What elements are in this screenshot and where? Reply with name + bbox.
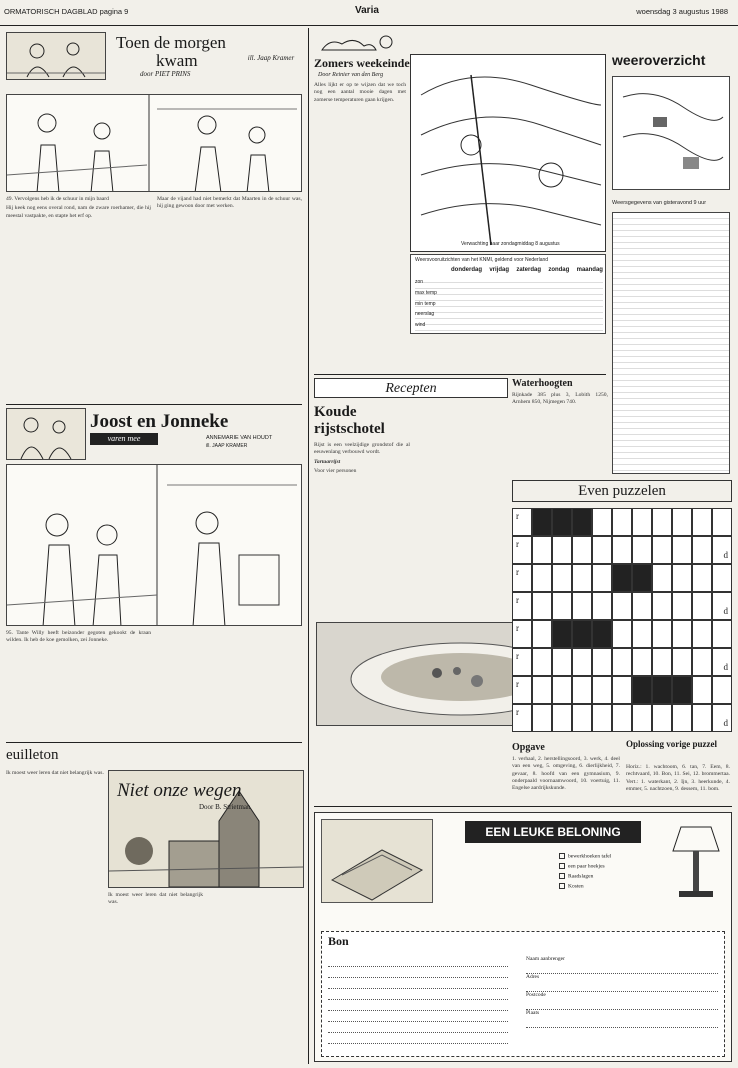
- puzzle-cell[interactable]: [692, 704, 712, 732]
- puzzle-cell[interactable]: [532, 704, 552, 732]
- puzzle-cell[interactable]: [612, 676, 632, 704]
- puzzle-start-letter: r: [516, 567, 519, 577]
- weather-europe-map: [612, 76, 730, 190]
- puzzle-cell[interactable]: [692, 592, 712, 620]
- puzzle-cell[interactable]: [632, 648, 652, 676]
- puzzle-cell[interactable]: [532, 592, 552, 620]
- puzzle-cell[interactable]: [672, 620, 692, 648]
- option-label: Raadslagen: [568, 873, 594, 880]
- forecast-row: wind: [415, 322, 426, 329]
- morgen-closing: Maar de vijand had niet bemerkt dat Maarten in de schuur was, hij ging gewoon door met werken.: [157, 196, 302, 210]
- bon-field-label: Plaats: [526, 1009, 540, 1016]
- joost-cartoon-strip: [6, 464, 302, 626]
- weekend-author: Door Reinier van den Berg: [318, 72, 384, 78]
- puzzle-cell[interactable]: [572, 704, 592, 732]
- puzzle-cell[interactable]: [532, 620, 552, 648]
- bon-left-fields: [328, 956, 508, 1044]
- oplossing-title: Oplossing vorige puzzel: [626, 739, 718, 749]
- puzzle-cell[interactable]: [612, 564, 632, 592]
- puzzle-cell[interactable]: [632, 704, 652, 732]
- morgen-continued: Hij keek nog eens overal rond, nam de zware roerhamer, die hij meestal vastpakte, en stapte het erf op.: [6, 205, 151, 219]
- puzzle-end-letter: d: [723, 661, 728, 672]
- puzzle-cell[interactable]: [552, 676, 572, 704]
- puzzle-cell[interactable]: [512, 536, 532, 564]
- puzzle-cell[interactable]: [572, 676, 592, 704]
- puzzle-cell[interactable]: [512, 676, 532, 704]
- joost-title: Joost en Jonneke: [90, 411, 229, 432]
- bon-title: Bon: [328, 934, 349, 948]
- feuilleton-left-column: [6, 770, 104, 1062]
- puzzle-start-letter: r: [516, 623, 519, 633]
- bon-field-label: Adres: [526, 973, 540, 980]
- puzzle-cell[interactable]: [512, 620, 532, 648]
- joost-episode: 95. Tante Willy heeft beizonder gegoten gekookt de kraan wilden. Ik heb de koe gemolken, zei Jonneke.: [6, 630, 151, 644]
- puzzle-cell[interactable]: [512, 648, 532, 676]
- puzzle-cell[interactable]: [592, 704, 612, 732]
- puzzle-cell[interactable]: [592, 676, 612, 704]
- forecast-row: neerslag: [415, 311, 435, 318]
- puzzle-cell[interactable]: [692, 620, 712, 648]
- puzzle-start-letter: r: [516, 707, 519, 717]
- beloning-title-bar: [465, 821, 641, 843]
- puzzle-cell[interactable]: [572, 508, 592, 536]
- puzzle-cell[interactable]: [672, 648, 692, 676]
- morgen-author: door PIET PRINS: [140, 70, 191, 78]
- option-checkbox[interactable]: [559, 863, 565, 869]
- puzzle-end-letter: d: [723, 717, 728, 728]
- puzzle-cell[interactable]: [632, 620, 652, 648]
- weekend-lead: Alles lijkt er op te wijzen dat we toch nog een aantal mooie dagen met zomerse temperaturen gaan krijgen.: [314, 82, 406, 103]
- weather-bottom-rule: [314, 374, 606, 375]
- beloning-illustration: [321, 819, 433, 903]
- bon-line[interactable]: [328, 978, 508, 989]
- forecast-day: zondag: [548, 267, 570, 273]
- recipe-lead: Rijst is een veelzijdige grondstof die al eeuwenlang verbouwd wordt.: [314, 442, 410, 456]
- puzzle-cell[interactable]: [672, 508, 692, 536]
- puzzle-cell[interactable]: [592, 620, 612, 648]
- recipes-banner: [314, 378, 508, 398]
- puzzle-cell[interactable]: [712, 648, 732, 676]
- puzzle-cell[interactable]: [692, 508, 712, 536]
- forecast-row: zon: [415, 279, 424, 285]
- recipes-title: Recepten: [385, 381, 437, 396]
- puzzle-cell[interactable]: [632, 564, 652, 592]
- feuilleton-label: euilleton: [6, 747, 59, 763]
- joost-title-block: [6, 408, 302, 460]
- forecast-day: vrijdag: [489, 267, 509, 273]
- puzzle-title: Even puzzelen: [578, 483, 666, 499]
- puzzle-cell[interactable]: [552, 508, 572, 536]
- puzzle-cell[interactable]: [552, 620, 572, 648]
- option-checkbox[interactable]: [559, 883, 565, 889]
- puzzle-cell[interactable]: [652, 676, 672, 704]
- puzzle-cell[interactable]: [532, 648, 552, 676]
- puzzle-cell[interactable]: [692, 648, 712, 676]
- puzzle-cell[interactable]: [692, 676, 712, 704]
- forecast-row-labels: [415, 277, 437, 331]
- puzzle-cell[interactable]: [632, 508, 652, 536]
- forecast-row: max temp: [415, 289, 437, 296]
- puzzle-cell[interactable]: [592, 592, 612, 620]
- puzzle-cell[interactable]: [632, 592, 652, 620]
- option-label: bewerkhoeken tafel: [568, 853, 612, 860]
- puzzle-cell[interactable]: [672, 592, 692, 620]
- joost-author: ANNEMARIE VAN HOUDT: [206, 435, 273, 441]
- forecast-grid: [415, 277, 603, 331]
- weekend-title: Zomers weekeinde: [314, 56, 410, 70]
- puzzle-cell[interactable]: [532, 536, 552, 564]
- puzzle-cell[interactable]: [712, 564, 732, 592]
- puzzle-cell[interactable]: [652, 648, 672, 676]
- morgen-title-line1: Toen de morgen: [116, 33, 226, 52]
- puzzle-grid: [512, 508, 732, 736]
- puzzle-end-letter: d: [723, 605, 728, 616]
- puzzle-bottom-rule: [314, 806, 732, 807]
- opgave-text: 1. verhaal, 2. herstellingsoord, 3. werk, 4. deel van een weg, 5. omgeving, 6. dierlijkheid, 7. gevaar, 8. hoofd van een gymnasium, 9. onderpaald voornaamwoord, 10. voertuig, 11. Engelse aardrijkskunde.: [512, 756, 620, 792]
- beloning-lamp: [665, 821, 727, 901]
- puzzle-cell[interactable]: [512, 592, 532, 620]
- name-field[interactable]: [526, 963, 718, 974]
- oplossing-text: Horiz.: 1. wachtoom, 6. tan, 7. Eem, 8. rechtvaard, 10. Bon, 11. Sei, 12. brommertaa. Vert.: 1. waterkant, 2. Ijn, 3. heerkunde, 4. emmer, 5. nachtzoen, 9. dessem, 11. bom.: [626, 764, 730, 792]
- puzzle-cell[interactable]: [572, 536, 592, 564]
- weather-title: weeroverzicht: [612, 52, 706, 68]
- weather-map-caption: Verwachting naar zondagmiddag 8 augustus: [461, 241, 560, 247]
- recipe-dish: Koude rijstschotel: [314, 404, 385, 437]
- feuilleton-body-columns: [108, 892, 304, 1062]
- puzzle-cell[interactable]: [712, 704, 732, 732]
- puzzle-end-letter: d: [723, 549, 728, 560]
- puzzle-cell[interactable]: [652, 704, 672, 732]
- puzzle-cell[interactable]: [512, 508, 532, 536]
- bon-line[interactable]: [328, 1011, 508, 1022]
- puzzle-banner: [512, 480, 732, 502]
- puzzle-cell[interactable]: [712, 620, 732, 648]
- puzzle-cell[interactable]: [672, 676, 692, 704]
- puzzle-cell[interactable]: [572, 592, 592, 620]
- opgave-title: Opgave: [512, 742, 545, 753]
- joost-illustrator: ill. JAAP KRAMER: [206, 443, 248, 449]
- puzzle-cell[interactable]: [552, 592, 572, 620]
- forecast-row: min temp: [415, 300, 436, 307]
- bon-line[interactable]: [328, 1000, 508, 1011]
- column-divider: [308, 28, 309, 1064]
- feuilleton-body: Ik moest weer leren dat niet belangrijk was.: [6, 770, 104, 776]
- feuilleton-title-illustration: [108, 770, 304, 888]
- puzzle-start-letter: r: [516, 679, 519, 689]
- puzzle-cell[interactable]: [692, 564, 712, 592]
- postcode-field[interactable]: [526, 999, 718, 1010]
- puzzle-cell[interactable]: [632, 676, 652, 704]
- puzzle-cell[interactable]: [612, 536, 632, 564]
- morgen-title-line2: kwam: [156, 51, 198, 70]
- option-label: een paar hoekjes: [568, 863, 605, 870]
- puzzle-cell[interactable]: [592, 648, 612, 676]
- puzzle-cell[interactable]: [532, 564, 552, 592]
- weather-map: [410, 54, 606, 252]
- water-body: Rijnkade 385 plus 3, Lobith 1250, Arnhem 850, Nijmegen 740.: [512, 392, 608, 406]
- weekend-text: [314, 82, 406, 372]
- option-label: Kosten: [568, 883, 584, 890]
- joost-bottom-rule: [6, 742, 302, 743]
- morgen-title-block: [6, 32, 302, 80]
- header-section: Varia: [355, 5, 379, 16]
- bon-line[interactable]: [328, 1033, 508, 1044]
- puzzle-cell[interactable]: [592, 536, 612, 564]
- puzzle-cell[interactable]: [572, 620, 592, 648]
- weekend-text-continued: [410, 340, 606, 370]
- puzzle-cell[interactable]: [532, 508, 552, 536]
- puzzle-cell[interactable]: [652, 592, 672, 620]
- puzzle-cell[interactable]: [672, 536, 692, 564]
- puzzle-cell[interactable]: [692, 536, 712, 564]
- bon-line[interactable]: [328, 989, 508, 1000]
- puzzle-cell[interactable]: [592, 564, 612, 592]
- recipe-tartare-title: Tartaarrijst: [314, 458, 341, 465]
- morgen-illustrator: ill. Jaap Kramer: [247, 54, 295, 62]
- puzzle-cell[interactable]: [592, 508, 612, 536]
- puzzle-start-letter: r: [516, 595, 519, 605]
- puzzle-cell[interactable]: [712, 508, 732, 536]
- puzzle-cell[interactable]: [512, 564, 532, 592]
- water-text: [512, 392, 608, 472]
- morgen-story-text: [6, 196, 302, 400]
- puzzle-cell[interactable]: [672, 704, 692, 732]
- puzzle-cell[interactable]: [552, 648, 572, 676]
- puzzle-cell[interactable]: [512, 704, 532, 732]
- feuilleton-author: Door B. Strietman: [199, 803, 251, 811]
- forecast-table: [410, 254, 606, 334]
- recipe-text-left: [314, 442, 410, 638]
- puzzle-start-letter: r: [516, 539, 519, 549]
- puzzle-cell[interactable]: [612, 648, 632, 676]
- forecast-days: [451, 267, 603, 275]
- bon-line[interactable]: [328, 967, 508, 978]
- puzzle-cell[interactable]: [612, 508, 632, 536]
- puzzle-cell[interactable]: [652, 620, 672, 648]
- header-date: woensdag 3 augustus 1988: [636, 7, 728, 16]
- morgen-title-illustration: [6, 32, 106, 80]
- puzzle-cell[interactable]: [552, 536, 572, 564]
- bon-line[interactable]: [328, 956, 508, 967]
- puzzle-cell[interactable]: [552, 704, 572, 732]
- puzzle-cell[interactable]: [652, 536, 672, 564]
- feuilleton-body-repeat: Ik moest weer leren dat niet belangrijk was.: [108, 892, 203, 906]
- beloning-advert: [314, 812, 732, 1062]
- page-header: [0, 4, 738, 26]
- puzzle-cell[interactable]: [672, 564, 692, 592]
- forecast-day: donderdag: [451, 267, 482, 273]
- option-checkbox[interactable]: [559, 853, 565, 859]
- option-checkbox[interactable]: [559, 873, 565, 879]
- city-field[interactable]: [526, 1017, 718, 1028]
- bon-right-fields: [526, 956, 718, 1028]
- header-paper-name: ORMATORISCH DAGBLAD pagina 9: [4, 7, 129, 16]
- bon-coupon: [321, 931, 725, 1057]
- beloning-title: EEN LEUKE BELONING: [485, 825, 621, 839]
- forecast-day: maandag: [576, 267, 603, 273]
- joost-subtitle: varen mee: [90, 433, 158, 445]
- puzzle-cell[interactable]: [652, 564, 672, 592]
- puzzle-cell[interactable]: [572, 564, 592, 592]
- bon-field-label: Naam aanbrenger: [526, 956, 565, 962]
- beloning-options: [559, 853, 659, 913]
- puzzle-start-letter: r: [516, 651, 519, 661]
- feuilleton-title: Niet onze wegen: [117, 780, 242, 801]
- puzzle-cell[interactable]: [632, 536, 652, 564]
- water-title: Waterhoogten: [512, 378, 573, 389]
- puzzle-cell[interactable]: [612, 620, 632, 648]
- recipe-ingredients-title: Voor vier personen: [314, 467, 357, 474]
- bon-line[interactable]: [328, 1022, 508, 1033]
- station-title: Weersgegevens van gisteravond 9 uur: [612, 200, 707, 206]
- morgen-episode: 49. Vervolgens heb ik de schuur in mijn baard: [6, 196, 109, 202]
- puzzle-cell[interactable]: [712, 676, 732, 704]
- morgen-cartoon-strip: [6, 94, 302, 192]
- puzzle-cell[interactable]: [552, 564, 572, 592]
- morgen-bottom-rule: [6, 404, 302, 405]
- station-table: [612, 212, 730, 474]
- forecast-day: zaterdag: [516, 267, 541, 273]
- forecast-title: Weersvooruitzichten van het KNMI, geldend voor Nederland: [415, 257, 549, 263]
- puzzle-cell[interactable]: [712, 592, 732, 620]
- puzzle-cell[interactable]: [712, 536, 732, 564]
- puzzle-cell[interactable]: [652, 508, 672, 536]
- puzzle-cell[interactable]: [612, 592, 632, 620]
- joost-story-text: [6, 630, 302, 738]
- puzzle-cell[interactable]: [572, 648, 592, 676]
- weekend-icon-block: [314, 32, 402, 56]
- bon-field-label: Postcode: [526, 991, 546, 998]
- address-field[interactable]: [526, 981, 718, 992]
- joost-title-illustration: [6, 408, 86, 460]
- puzzle-cell[interactable]: [532, 676, 552, 704]
- puzzle-start-letter: r: [516, 511, 519, 521]
- puzzle-cell[interactable]: [612, 704, 632, 732]
